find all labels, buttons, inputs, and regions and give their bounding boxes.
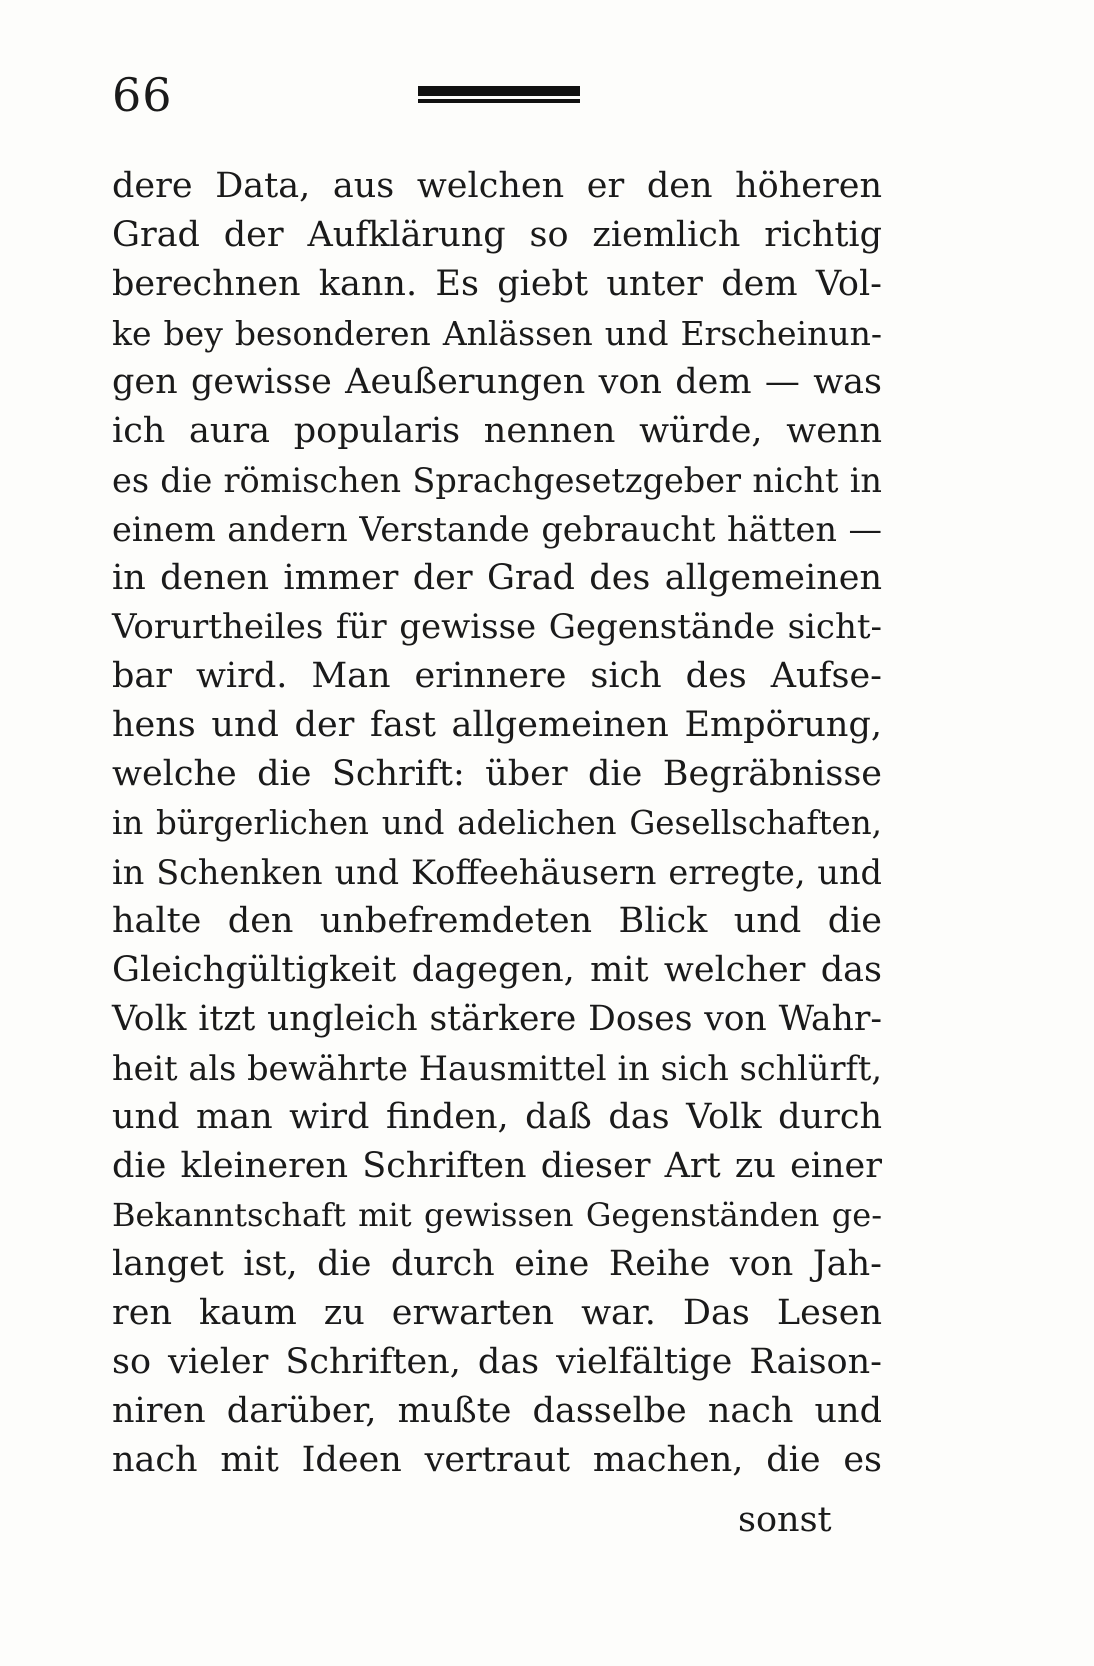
text-line: in bürgerlichen und adelichen Gesellschaften,	[112, 804, 882, 842]
text-line: und man wird finden, daß das Volk durch	[112, 1097, 882, 1137]
text-line: berechnen kann. Es giebt unter dem Vol-	[112, 264, 882, 304]
text-line: Vorurtheiles für gewisse Gegenstände sicht-	[112, 607, 882, 647]
text-line: Bekanntschaft mit gewissen Gegenständen ge-	[112, 1196, 882, 1234]
text-line: gen gewisse Aeußerungen von dem — was	[112, 362, 882, 402]
text-line: ren kaum zu erwarten war. Das Lesen	[112, 1293, 882, 1333]
text-line: bar wird. Man erinnere sich des Aufse-	[112, 656, 882, 696]
text-line: Grad der Aufklärung so ziemlich richtig	[112, 215, 882, 255]
text-line: die kleineren Schriften dieser Art zu einer	[112, 1146, 882, 1186]
text-line: ke bey besonderen Anlässen und Erscheinun-	[112, 314, 882, 353]
text-line: so vieler Schriften, das vielfältige Raison-	[112, 1342, 882, 1382]
text-line: in denen immer der Grad des allgemeinen	[112, 558, 882, 598]
text-line: niren darüber, mußte dasselbe nach und	[112, 1391, 882, 1431]
text-line: es die römischen Sprachgesetzgeber nicht in	[112, 461, 882, 500]
text-line: einem andern Verstande gebraucht hätten —	[112, 510, 882, 549]
ornament-bar-thick	[418, 86, 580, 96]
text-line: langet ist, die durch eine Reihe von Jah-	[112, 1244, 882, 1284]
text-line: nach mit Ideen vertraut machen, die es	[112, 1440, 882, 1480]
text-line: Volk itzt ungleich stärkere Doses von Wahr-	[112, 999, 882, 1039]
text-line: Gleichgültigkeit dagegen, mit welcher das	[112, 950, 882, 990]
page-number: 66	[112, 68, 173, 122]
text-line: halte den unbefremdeten Blick und die	[112, 901, 882, 941]
text-line: in Schenken und Koffeehäusern erregte, und	[112, 853, 882, 892]
body-text	[112, 162, 882, 1485]
ornament-bar-thin	[418, 99, 580, 103]
catchword: sonst	[738, 1500, 832, 1540]
header-ornament-rule	[418, 86, 580, 104]
text-line: welche die Schrift: über die Begräbnisse	[112, 754, 882, 794]
text-line: heit als bewährte Hausmittel in sich schlürft,	[112, 1049, 882, 1088]
text-line: dere Data, aus welchen er den höheren	[112, 166, 882, 206]
text-line: hens und der fast allgemeinen Empörung,	[112, 705, 882, 745]
text-line: ich aura popularis nennen würde, wenn	[112, 411, 882, 451]
